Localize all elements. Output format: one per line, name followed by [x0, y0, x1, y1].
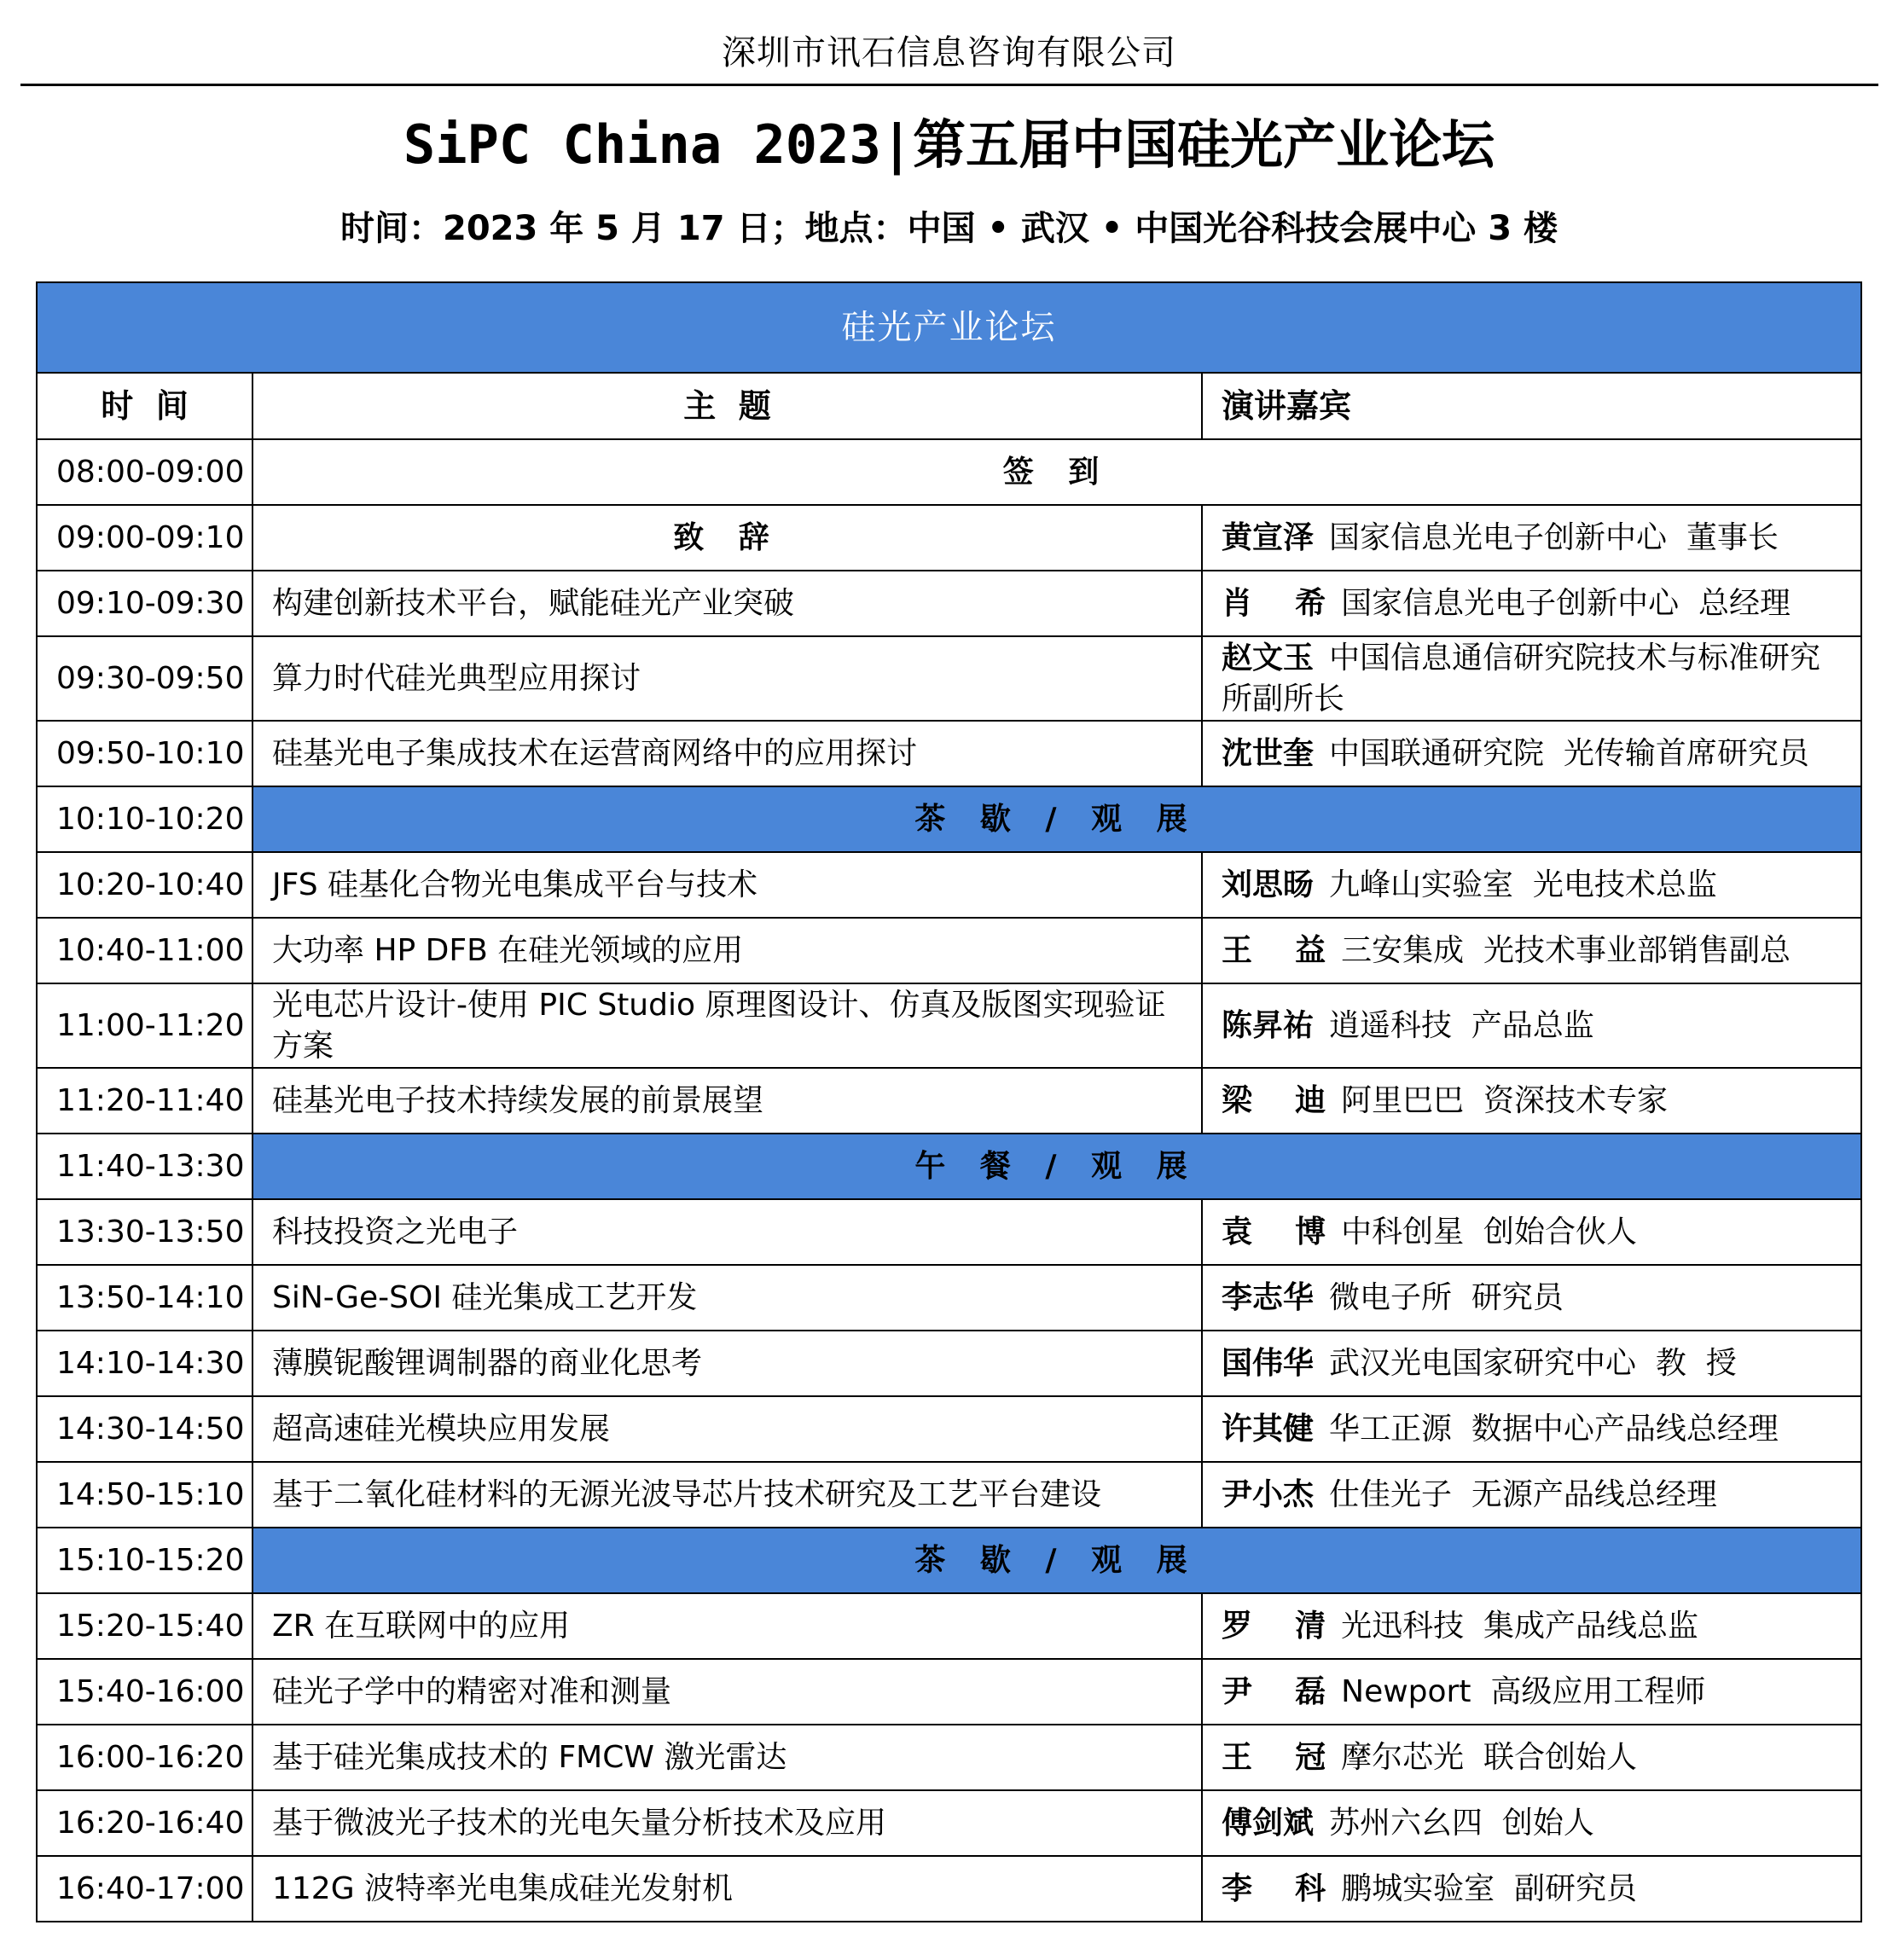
- speaker-affiliation: 华工正源 数据中心产品线总经理: [1329, 1411, 1779, 1447]
- session-topic: 薄膜铌酸锂调制器的商业化思考: [252, 1331, 1202, 1396]
- session-time: 11:00-11:20: [37, 983, 252, 1068]
- speaker-affiliation: 微电子所 研究员: [1329, 1279, 1564, 1315]
- table-row: [37, 636, 1861, 721]
- session-time: 09:30-09:50: [37, 636, 252, 721]
- table-row: [37, 983, 1861, 1068]
- session-time: 15:20-15:40: [37, 1593, 252, 1659]
- session-time: 15:40-16:00: [37, 1659, 252, 1725]
- session-topic: 基于硅光集成技术的 FMCW 激光雷达: [252, 1725, 1202, 1790]
- session-time: 14:50-15:10: [37, 1462, 252, 1528]
- session-speaker: [1202, 918, 1861, 983]
- company-name: 深圳市讯石信息咨询有限公司: [722, 33, 1176, 72]
- table-row: [37, 1856, 1861, 1922]
- session-speaker: [1202, 1593, 1861, 1659]
- speaker-affiliation: 光迅科技 集成产品线总监: [1341, 1608, 1699, 1644]
- speaker-name: 黄宣泽: [1222, 519, 1315, 555]
- forum-banner: 硅光产业论坛: [37, 282, 1861, 373]
- session-time: 09:00-09:10: [37, 505, 252, 571]
- speaker-affiliation: 苏州六幺四 创始人: [1329, 1805, 1594, 1841]
- speaker-name: 梁 迪: [1222, 1082, 1326, 1118]
- session-speaker: [1202, 1462, 1861, 1528]
- session-time: 16:00-16:20: [37, 1725, 252, 1790]
- table-row: [37, 1593, 1861, 1659]
- session-topic: 算力时代硅光典型应用探讨: [252, 636, 1202, 721]
- sign-in-cell: 签 到: [252, 439, 1861, 505]
- session-time: 15:10-15:20: [37, 1528, 252, 1593]
- session-topic: 致 辞: [252, 505, 1202, 571]
- session-speaker: [1202, 1199, 1861, 1265]
- session-speaker: [1202, 1659, 1861, 1725]
- column-header-speaker: 演讲嘉宾: [1202, 373, 1861, 439]
- session-time: 10:20-10:40: [37, 852, 252, 918]
- table-row: [37, 1134, 1861, 1199]
- speaker-name: 国伟华: [1222, 1345, 1315, 1381]
- session-time: 16:20-16:40: [37, 1790, 252, 1856]
- forum-banner-row: [37, 282, 1861, 373]
- table-row: [37, 1331, 1861, 1396]
- session-topic: JFS 硅基化合物光电集成平台与技术: [252, 852, 1202, 918]
- table-row: [37, 786, 1861, 852]
- session-topic: 硅基光电子集成技术在运营商网络中的应用探讨: [252, 721, 1202, 786]
- speaker-name: 陈昇祐: [1222, 1007, 1315, 1043]
- session-time: 14:30-14:50: [37, 1396, 252, 1462]
- session-speaker: [1202, 1265, 1861, 1331]
- session-speaker: [1202, 505, 1861, 571]
- page-title: SiPC China 2023|第五届中国硅光产业论坛: [403, 113, 1495, 176]
- speaker-affiliation: 中国联通研究院 光传输首席研究员: [1329, 735, 1809, 771]
- session-topic: 科技投资之光电子: [252, 1199, 1202, 1265]
- speaker-name: 赵文玉: [1222, 640, 1315, 676]
- speaker-name: 肖 希: [1222, 585, 1326, 621]
- speaker-affiliation: 九峰山实验室 光电技术总监: [1329, 867, 1717, 902]
- speaker-affiliation: 武汉光电国家研究中心 教 授: [1329, 1345, 1737, 1381]
- session-speaker: [1202, 1856, 1861, 1922]
- session-topic: ZR 在互联网中的应用: [252, 1593, 1202, 1659]
- event-subtitle: 时间：2023 年 5 月 17 日；地点：中国 • 武汉 • 中国光谷科技会展中心 3 楼: [340, 209, 1558, 248]
- speaker-name: 沈世奎: [1222, 735, 1315, 771]
- session-topic: 光电芯片设计-使用 PIC Studio 原理图设计、仿真及版图实现验证方案: [252, 983, 1202, 1068]
- table-row: [37, 1199, 1861, 1265]
- speaker-name: 罗 清: [1222, 1608, 1326, 1644]
- session-time: 14:10-14:30: [37, 1331, 252, 1396]
- speaker-name: 袁 博: [1222, 1214, 1326, 1250]
- table-row: [37, 439, 1861, 505]
- session-time: 13:30-13:50: [37, 1199, 252, 1265]
- session-speaker: [1202, 636, 1861, 721]
- speaker-affiliation: 阿里巴巴 资深技术专家: [1341, 1082, 1669, 1118]
- session-speaker: [1202, 983, 1861, 1068]
- session-speaker: [1202, 1790, 1861, 1856]
- session-speaker: [1202, 1331, 1861, 1396]
- table-row: [37, 1790, 1861, 1856]
- break-cell: 茶 歇 / 观 展: [252, 786, 1861, 852]
- column-header-topic: 主 题: [252, 373, 1202, 439]
- session-topic: 硅基光电子技术持续发展的前景展望: [252, 1068, 1202, 1134]
- session-time: 10:10-10:20: [37, 786, 252, 852]
- speaker-affiliation: 国家信息光电子创新中心 董事长: [1329, 519, 1779, 555]
- column-header-time: 时 间: [37, 373, 252, 439]
- table-row: [37, 1528, 1861, 1593]
- session-topic: 基于二氧化硅材料的无源光波导芯片技术研究及工艺平台建设: [252, 1462, 1202, 1528]
- speaker-name: 傅剑斌: [1222, 1805, 1315, 1841]
- speaker-affiliation: 逍遥科技 产品总监: [1329, 1007, 1594, 1043]
- speaker-affiliation: 国家信息光电子创新中心 总经理: [1341, 585, 1791, 621]
- session-speaker: [1202, 721, 1861, 786]
- session-time: 16:40-17:00: [37, 1856, 252, 1922]
- session-time: 09:50-10:10: [37, 721, 252, 786]
- header-row: [37, 373, 1861, 439]
- session-speaker: [1202, 1725, 1861, 1790]
- speaker-affiliation: 三安集成 光技术事业部销售副总: [1341, 932, 1791, 968]
- speaker-name: 许其健: [1222, 1411, 1315, 1447]
- agenda-table: [36, 281, 1862, 1922]
- session-topic: SiN-Ge-SOI 硅光集成工艺开发: [252, 1265, 1202, 1331]
- session-time: 09:10-09:30: [37, 571, 252, 636]
- table-row: [37, 918, 1861, 983]
- speaker-affiliation: 中国信息通信研究院技术与标准研究所副所长: [1222, 640, 1821, 716]
- speaker-name: 李志华: [1222, 1279, 1315, 1315]
- speaker-affiliation: 摩尔芯光 联合创始人: [1341, 1739, 1638, 1775]
- table-row: [37, 1068, 1861, 1134]
- session-topic: 112G 波特率光电集成硅光发射机: [252, 1856, 1202, 1922]
- speaker-affiliation: Newport 高级应用工程师: [1341, 1673, 1706, 1709]
- session-speaker: [1202, 852, 1861, 918]
- speaker-affiliation: 中科创星 创始合伙人: [1341, 1214, 1638, 1250]
- speaker-name: 王 益: [1222, 932, 1326, 968]
- table-row: [37, 1396, 1861, 1462]
- break-cell: 茶 歇 / 观 展: [252, 1528, 1861, 1593]
- speaker-name: 尹小杰: [1222, 1476, 1315, 1512]
- table-row: [37, 1462, 1861, 1528]
- session-time: 11:40-13:30: [37, 1134, 252, 1199]
- session-topic: 大功率 HP DFB 在硅光领域的应用: [252, 918, 1202, 983]
- table-row: [37, 1725, 1861, 1790]
- session-topic: 超高速硅光模块应用发展: [252, 1396, 1202, 1462]
- session-time: 10:40-11:00: [37, 918, 252, 983]
- table-row: [37, 852, 1861, 918]
- table-row: [37, 505, 1861, 571]
- session-topic: 硅光子学中的精密对准和测量: [252, 1659, 1202, 1725]
- session-speaker: [1202, 1068, 1861, 1134]
- session-time: 11:20-11:40: [37, 1068, 252, 1134]
- session-time: 13:50-14:10: [37, 1265, 252, 1331]
- speaker-name: 王 冠: [1222, 1739, 1326, 1775]
- session-speaker: [1202, 1396, 1861, 1462]
- table-row: [37, 571, 1861, 636]
- speaker-name: 刘思旸: [1222, 867, 1315, 902]
- speaker-name: 李 科: [1222, 1870, 1326, 1906]
- table-row: [37, 1659, 1861, 1725]
- session-topic: 基于微波光子技术的光电矢量分析技术及应用: [252, 1790, 1202, 1856]
- table-row: [37, 1265, 1861, 1331]
- session-time: 08:00-09:00: [37, 439, 252, 505]
- speaker-name: 尹 磊: [1222, 1673, 1326, 1709]
- speaker-affiliation: 鹏城实验室 副研究员: [1341, 1870, 1638, 1906]
- session-topic: 构建创新技术平台，赋能硅光产业突破: [252, 571, 1202, 636]
- break-cell: 午 餐 / 观 展: [252, 1134, 1861, 1199]
- speaker-affiliation: 仕佳光子 无源产品线总经理: [1329, 1476, 1717, 1512]
- header-rule: [20, 84, 1878, 86]
- table-row: [37, 721, 1861, 786]
- session-speaker: [1202, 571, 1861, 636]
